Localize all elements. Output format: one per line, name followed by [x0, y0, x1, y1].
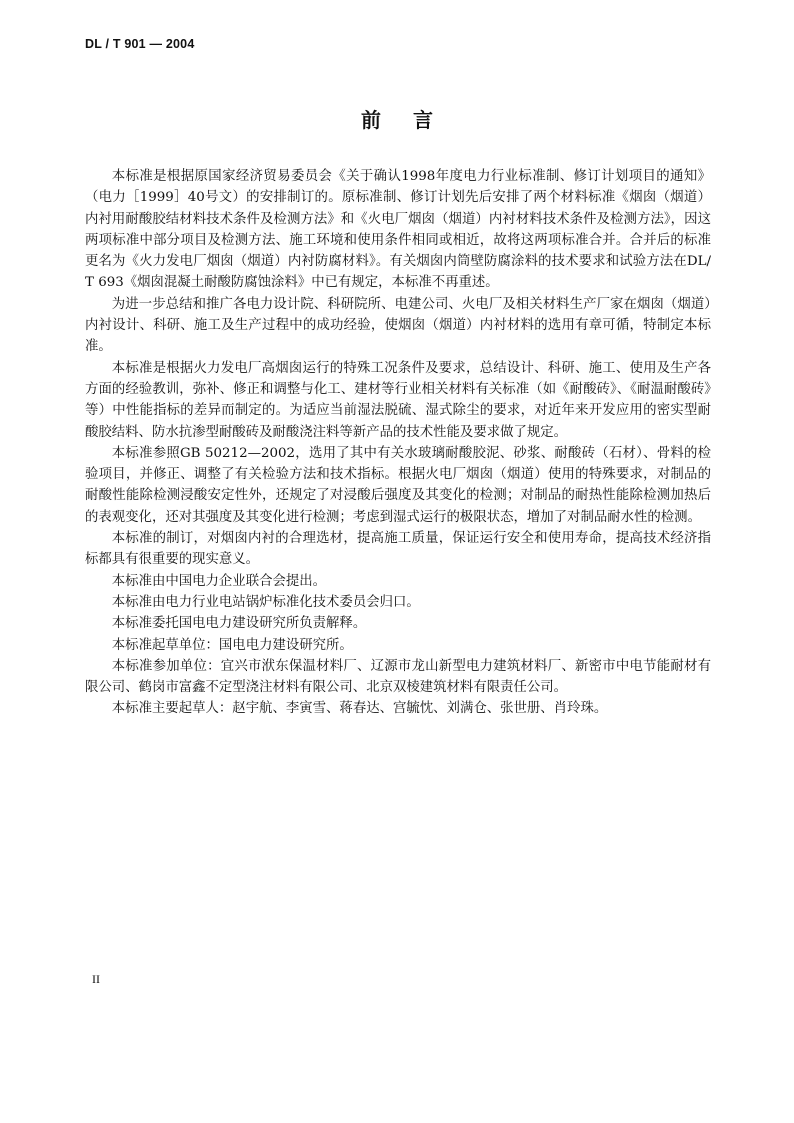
paragraph-participants: 本标准参加单位：宜兴市洑东保温材料厂、辽源市龙山新型电力建筑材料厂、新密市中电节能耐材有限公司、鹤岗市富鑫不定型浇注材料有限公司、北京双棱建筑材料有限责任公司。	[85, 658, 711, 696]
preface-body	[85, 166, 711, 720]
paragraph-interpretation: 本标准委托国电电力建设研究所负责解释。	[111, 616, 367, 632]
paragraph-reference: 本标准参照GB 50212—2002，选用了其中有关水玻璃耐酸胶泥、砂浆、耐酸砖（石材）、骨料的检验项目，并修正、调整了有关检验方法和技术指标。根据火电厂烟囱（烟道）使用的特殊要求，对制品的耐酸性能除检测浸酸安定性外，还规定了对浸酸后强度及其变化的检测；对制品的耐热性能除检测加热后的表观变化，还对其强度及其变化进行检测；考虑到湿式运行的极限状态，增加了对制品耐水性的检测。	[85, 445, 711, 525]
paragraph-committee: 本标准由电力行业电站锅炉标准化技术委员会归口。	[111, 594, 420, 610]
paragraph-significance: 本标准的制订，对烟囱内衬的合理选材，提高施工质量，保证运行安全和使用寿命，提高技术经济指标都具有很重要的现实意义。	[85, 531, 711, 568]
page-number: II	[92, 972, 100, 986]
document-code-header: DL / T 901 — 2004	[85, 37, 195, 51]
paragraph-drafters: 本标准主要起草人：赵宇航、李寅雪、蒋春达、宫毓忱、刘满仓、张世册、肖玲珠。	[111, 701, 608, 717]
paragraph-proposer: 本标准由中国电力企业联合会提出。	[111, 573, 327, 589]
paragraph-derivation: 本标准是根据火力发电厂高烟囱运行的特殊工况条件及要求，总结设计、科研、施工、使用及生产各方面的经验教训，弥补、修正和调整与化工、建材等行业相关材料有关标准（如《耐酸砖》、《耐温耐酸砖》等）中性能指标的差异而制定的。为适应当前湿法脱硫、湿式除尘的要求，对近年来开发应用的密实型耐酸胶结料、防水抗渗型耐酸砖及耐酸浇注料等新产品的技术性能及要求做了规定。	[85, 360, 711, 440]
page-title: 前言	[361, 108, 465, 132]
paragraph-drafting-unit: 本标准起草单位：国电电力建设研究所。	[111, 637, 353, 653]
paragraph-basis: 本标准是根据原国家经济贸易委员会《关于确认1998年度电力行业标准制、修订计划项目的通知》（电力［1999］40号文）的安排制订的。原标准制、修订计划先后安排了两个材料标准《烟囱（烟道）内衬用耐酸胶结材料技术条件及检测方法》和《火电厂烟囱（烟道）内衬材料技术条件及检测方法》，因这两项标准中部分项目及检测方法、施工环境和使用条件相同或相近，故将这两项标准合并。合并后的标准更名为《火力发电厂烟囱（烟道）内衬防腐材料》。有关烟囱内筒壁防腐涂料的技术要求和试验方法在DL/T 693《烟囱混凝土耐酸防腐蚀涂料》中已有规定，本标准不再重述。	[85, 169, 711, 291]
paragraph-purpose: 为进一步总结和推广各电力设计院、科研院所、电建公司、火电厂及相关材料生产厂家在烟囱（烟道）内衬设计、科研、施工及生产过程中的成功经验，使烟囱（烟道）内衬材料的选用有章可循，特制定本标准。	[85, 296, 711, 355]
